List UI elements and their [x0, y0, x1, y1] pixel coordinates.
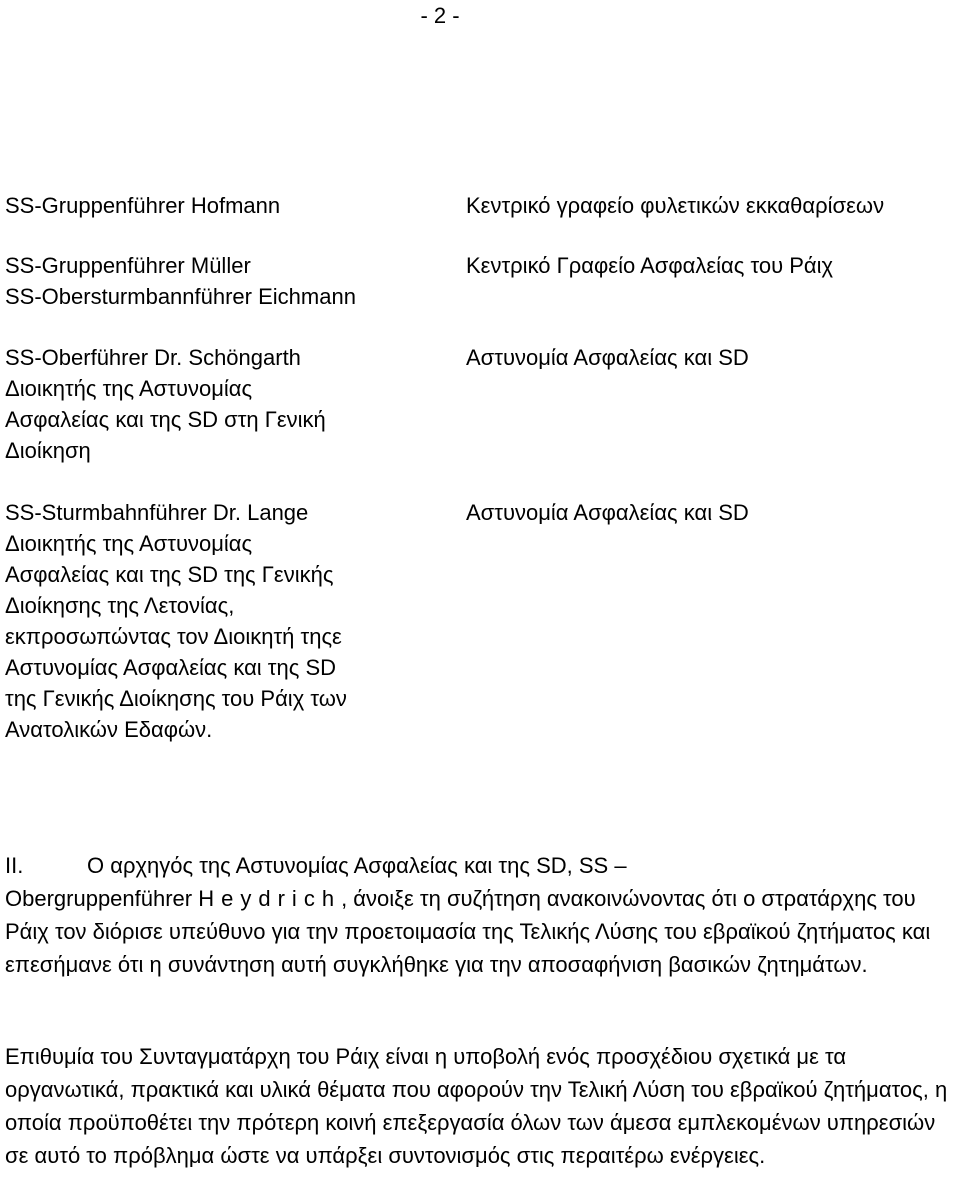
participant-name-1: SS-Gruppenführer Hofmann [5, 193, 281, 218]
participant-name-2: SS-Gruppenführer Müller SS-Obersturmbannführer Eichmann [5, 253, 356, 309]
page-number: - 2 - [420, 3, 460, 28]
section-numeral: II. [5, 853, 24, 878]
participant-name-4: SS-Sturmbahnführer Dr. Lange Διοικητής της Αστυνομίας Ασφαλείας και της SD της Γενικής Διοίκησης της Λετονίας, εκπροσωπώντας τον Διοικητή τηςε Αστυνομίας Ασφαλείας και της SD της Γενικής Διοίκησης του Ράιχ των Ανατολικών Εδαφών. [5, 500, 347, 742]
participant-office-1: Κεντρικό γραφείο φυλετικών εκκαθαρίσεων [466, 193, 885, 218]
participant-name-3: SS-Oberführer Dr. Schöngarth Διοικητής της Αστυνομίας Ασφαλείας και της SD στη Γενική Διοίκηση [5, 345, 326, 463]
participant-office-2: Κεντρικό Γραφείο Ασφαλείας του Ράιχ [466, 253, 834, 278]
paragraph-2: Επιθυμία του Συνταγματάρχη του Ράιχ είναι η υποβολή ενός προσχέδιου σχετικά με τα οργανωτικά, πρακτικά και υλικά θέματα που αφορούν την Τελική Λύση του εβραϊκού ζητήματος, η οποία προϋποθέτει την πρότερη κοινή επεξεργασία όλων των άμεσα εμπλεκομένων υπηρεσιών σε αυτό το πρόβλημα ώστε να υπάρξει συντονισμός στις περαιτέρω ενέργειες. [5, 1044, 948, 1168]
section-ii-paragraph [5, 849, 955, 981]
participant-office-3: Αστυνομία Ασφαλείας και SD [466, 345, 749, 370]
section-ii-spaced-name: Heydrich [198, 886, 342, 911]
section-ii-text-after: , άνοιξε τη συζήτηση ανακοινώνοντας ότι ο στρατάρχης του Ράιχ τον διόρισε υπεύθυνο για την προετοιμασία της Τελικής Λύσης του εβραϊκού ζητήματος και επεσήμανε ότι η συνάντηση αυτή συγκλήθηκε για την αποσαφήνιση βασικών ζητημάτων. [5, 886, 931, 977]
participant-office-4: Αστυνομία Ασφαλείας και SD [466, 500, 749, 525]
section-ii-text-before: Ο αρχηγός της Αστυνομίας Ασφαλείας και της SD, SS – Obergruppenführer [5, 853, 627, 911]
